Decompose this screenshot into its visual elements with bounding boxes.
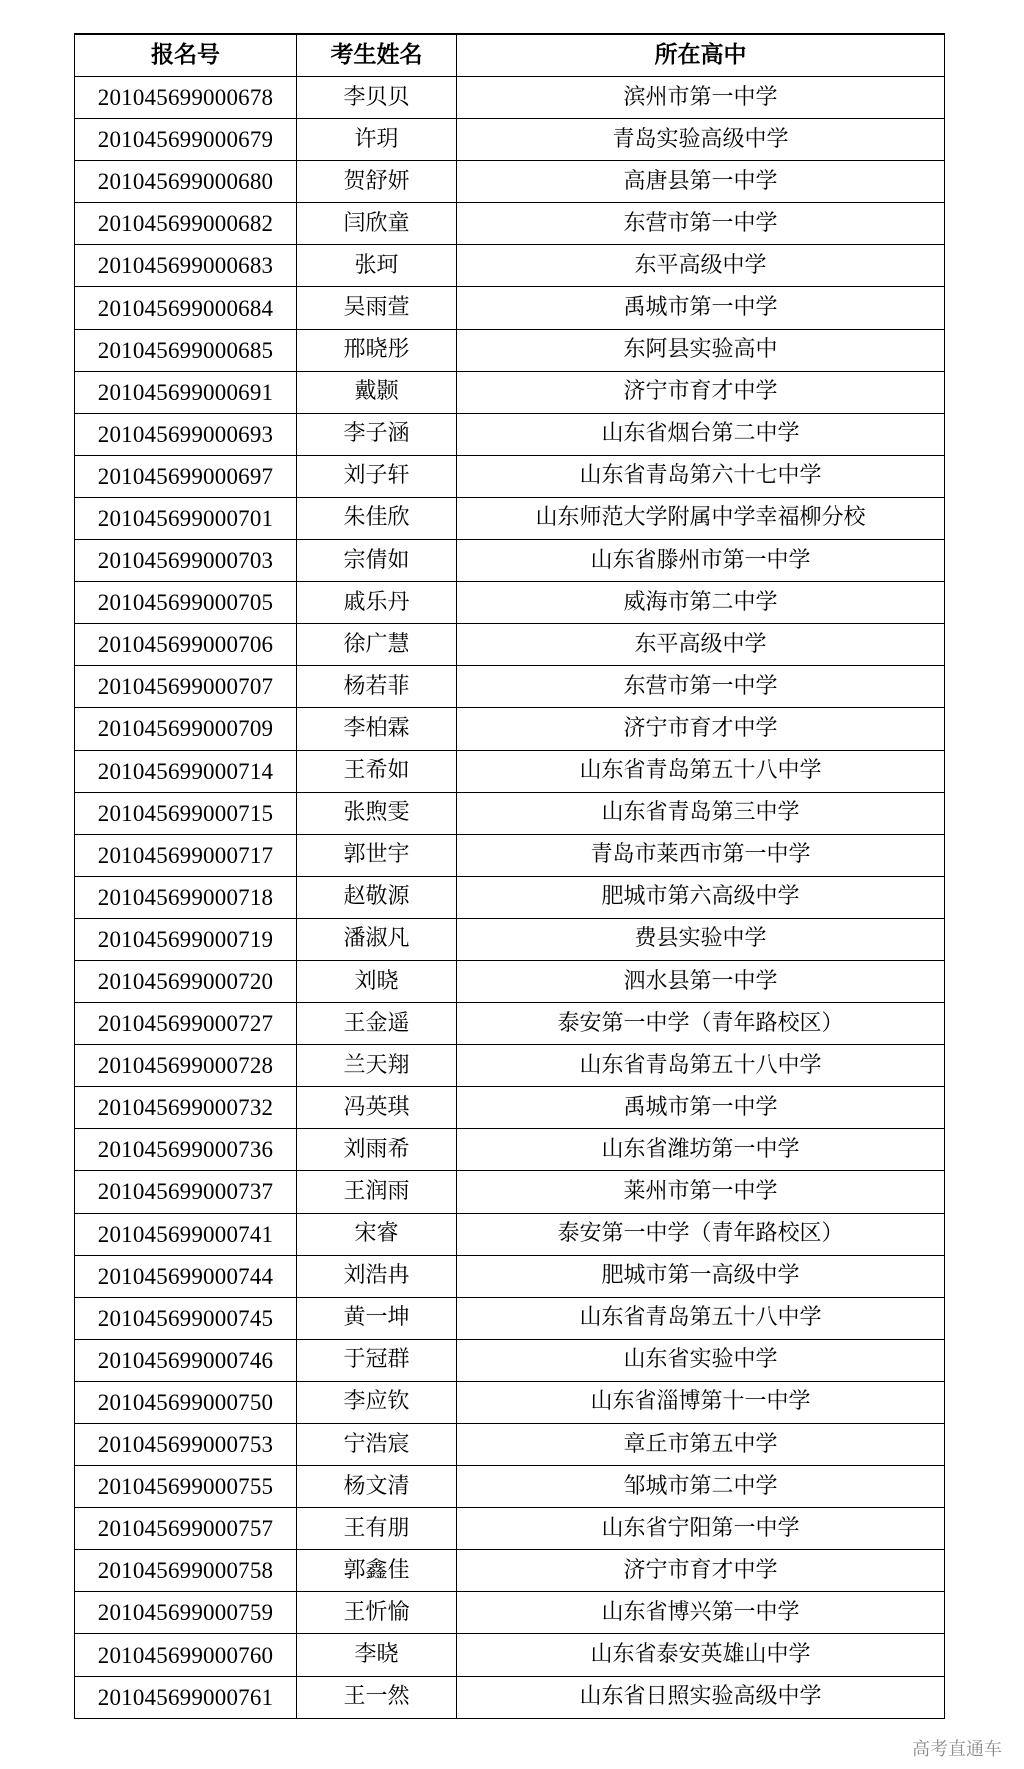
table-row [75, 1634, 945, 1676]
registration-number-cell: 201045699000685 [75, 329, 297, 371]
high-school-cell: 威海市第二中学 [457, 582, 945, 624]
candidate-name-cell: 宁浩宸 [297, 1424, 457, 1466]
registration-number-cell: 201045699000728 [75, 1045, 297, 1087]
table-row [75, 960, 945, 1002]
table-row [75, 77, 945, 119]
registration-number-cell: 201045699000718 [75, 876, 297, 918]
high-school-cell: 泰安第一中学（青年路校区） [457, 1003, 945, 1045]
high-school-cell: 莱州市第一中学 [457, 1171, 945, 1213]
registration-number-cell: 201045699000714 [75, 750, 297, 792]
high-school-cell: 青岛实验高级中学 [457, 119, 945, 161]
table-row [75, 1297, 945, 1339]
table-row [75, 750, 945, 792]
high-school-cell: 肥城市第一高级中学 [457, 1255, 945, 1297]
registration-number-cell: 201045699000683 [75, 245, 297, 287]
registration-number-cell: 201045699000679 [75, 119, 297, 161]
candidate-name-cell: 王金遥 [297, 1003, 457, 1045]
candidate-name-cell: 于冠群 [297, 1339, 457, 1381]
candidate-name-cell: 宋睿 [297, 1213, 457, 1255]
high-school-cell: 山东省青岛第五十八中学 [457, 1297, 945, 1339]
table-row [75, 1424, 945, 1466]
high-school-cell: 山东师范大学附属中学幸福柳分校 [457, 497, 945, 539]
table-row [75, 497, 945, 539]
high-school-cell: 山东省宁阳第一中学 [457, 1508, 945, 1550]
table-row [75, 1255, 945, 1297]
high-school-cell: 东平高级中学 [457, 245, 945, 287]
table-header [75, 34, 945, 77]
high-school-cell: 济宁市育才中学 [457, 708, 945, 750]
candidate-name-cell: 刘浩冉 [297, 1255, 457, 1297]
candidate-name-cell: 王希如 [297, 750, 457, 792]
candidate-name-cell: 兰天翔 [297, 1045, 457, 1087]
table-row [75, 1171, 945, 1213]
high-school-cell: 禹城市第一中学 [457, 1087, 945, 1129]
high-school-cell: 滨州市第一中学 [457, 77, 945, 119]
table-row [75, 1003, 945, 1045]
high-school-cell: 山东省烟台第二中学 [457, 413, 945, 455]
registration-number-cell: 201045699000753 [75, 1424, 297, 1466]
candidate-name-cell: 张珂 [297, 245, 457, 287]
high-school-cell: 邹城市第二中学 [457, 1466, 945, 1508]
candidate-name-cell: 李晓 [297, 1634, 457, 1676]
registration-number-cell: 201045699000703 [75, 540, 297, 582]
table-row [75, 203, 945, 245]
registration-number-cell: 201045699000697 [75, 455, 297, 497]
registration-number-cell: 201045699000720 [75, 960, 297, 1002]
table-row [75, 245, 945, 287]
table-row [75, 1339, 945, 1381]
table-row [75, 540, 945, 582]
table-row [75, 666, 945, 708]
high-school-cell: 东营市第一中学 [457, 666, 945, 708]
candidate-name-cell: 冯英琪 [297, 1087, 457, 1129]
high-school-cell: 东阿县实验高中 [457, 329, 945, 371]
table-body [75, 77, 945, 1719]
candidate-name-cell: 王有朋 [297, 1508, 457, 1550]
high-school-cell: 山东省日照实验高级中学 [457, 1676, 945, 1718]
candidate-name-cell: 朱佳欣 [297, 497, 457, 539]
registration-number-cell: 201045699000746 [75, 1339, 297, 1381]
high-school-cell: 山东省滕州市第一中学 [457, 540, 945, 582]
registration-number-cell: 201045699000719 [75, 918, 297, 960]
registration-number-cell: 201045699000744 [75, 1255, 297, 1297]
registration-number-cell: 201045699000691 [75, 371, 297, 413]
table-row [75, 119, 945, 161]
registration-number-cell: 201045699000682 [75, 203, 297, 245]
high-school-cell: 山东省青岛第六十七中学 [457, 455, 945, 497]
candidate-name-cell: 潘淑凡 [297, 918, 457, 960]
candidate-name-cell: 戚乐丹 [297, 582, 457, 624]
candidate-name-cell: 郭鑫佳 [297, 1550, 457, 1592]
registration-number-cell: 201045699000715 [75, 792, 297, 834]
table-row [75, 792, 945, 834]
table-row [75, 1466, 945, 1508]
header-registration-number: 报名号 [75, 34, 297, 77]
high-school-cell: 山东省淄博第十一中学 [457, 1381, 945, 1423]
registration-number-cell: 201045699000755 [75, 1466, 297, 1508]
watermark-text: 高考直通车 [912, 1739, 1002, 1760]
high-school-cell: 章丘市第五中学 [457, 1424, 945, 1466]
high-school-cell: 山东省实验中学 [457, 1339, 945, 1381]
registration-number-cell: 201045699000732 [75, 1087, 297, 1129]
high-school-cell: 山东省潍坊第一中学 [457, 1129, 945, 1171]
header-row [75, 34, 945, 77]
registration-number-cell: 201045699000760 [75, 1634, 297, 1676]
candidate-table-container [74, 33, 944, 1719]
table-row [75, 287, 945, 329]
high-school-cell: 山东省博兴第一中学 [457, 1592, 945, 1634]
registration-number-cell: 201045699000684 [75, 287, 297, 329]
registration-number-cell: 201045699000693 [75, 413, 297, 455]
candidate-name-cell: 闫欣童 [297, 203, 457, 245]
high-school-cell: 禹城市第一中学 [457, 287, 945, 329]
table-row [75, 918, 945, 960]
table-row [75, 161, 945, 203]
candidate-name-cell: 许玥 [297, 119, 457, 161]
registration-number-cell: 201045699000717 [75, 834, 297, 876]
table-row [75, 1129, 945, 1171]
candidate-name-cell: 戴颢 [297, 371, 457, 413]
candidate-table [74, 33, 945, 1719]
registration-number-cell: 201045699000761 [75, 1676, 297, 1718]
candidate-name-cell: 李贝贝 [297, 77, 457, 119]
candidate-name-cell: 郭世宇 [297, 834, 457, 876]
header-candidate-name: 考生姓名 [297, 34, 457, 77]
registration-number-cell: 201045699000737 [75, 1171, 297, 1213]
candidate-name-cell: 王忻愉 [297, 1592, 457, 1634]
candidate-name-cell: 刘雨希 [297, 1129, 457, 1171]
candidate-name-cell: 杨文清 [297, 1466, 457, 1508]
table-row [75, 1381, 945, 1423]
table-row [75, 834, 945, 876]
candidate-name-cell: 王润雨 [297, 1171, 457, 1213]
table-row [75, 1213, 945, 1255]
registration-number-cell: 201045699000758 [75, 1550, 297, 1592]
candidate-name-cell: 刘晓 [297, 960, 457, 1002]
high-school-cell: 费县实验中学 [457, 918, 945, 960]
registration-number-cell: 201045699000701 [75, 497, 297, 539]
registration-number-cell: 201045699000757 [75, 1508, 297, 1550]
high-school-cell: 肥城市第六高级中学 [457, 876, 945, 918]
registration-number-cell: 201045699000706 [75, 624, 297, 666]
table-row [75, 1676, 945, 1718]
table-row [75, 624, 945, 666]
registration-number-cell: 201045699000750 [75, 1381, 297, 1423]
table-row [75, 1508, 945, 1550]
high-school-cell: 济宁市育才中学 [457, 1550, 945, 1592]
table-row [75, 1592, 945, 1634]
candidate-name-cell: 王一然 [297, 1676, 457, 1718]
table-row [75, 1045, 945, 1087]
candidate-name-cell: 贺舒妍 [297, 161, 457, 203]
registration-number-cell: 201045699000727 [75, 1003, 297, 1045]
table-row [75, 582, 945, 624]
high-school-cell: 青岛市莱西市第一中学 [457, 834, 945, 876]
table-row [75, 876, 945, 918]
header-high-school: 所在高中 [457, 34, 945, 77]
registration-number-cell: 201045699000705 [75, 582, 297, 624]
candidate-name-cell: 黄一坤 [297, 1297, 457, 1339]
registration-number-cell: 201045699000736 [75, 1129, 297, 1171]
high-school-cell: 济宁市育才中学 [457, 371, 945, 413]
registration-number-cell: 201045699000707 [75, 666, 297, 708]
candidate-name-cell: 李柏霖 [297, 708, 457, 750]
candidate-name-cell: 邢晓彤 [297, 329, 457, 371]
table-row [75, 329, 945, 371]
high-school-cell: 山东省泰安英雄山中学 [457, 1634, 945, 1676]
registration-number-cell: 201045699000709 [75, 708, 297, 750]
high-school-cell: 高唐县第一中学 [457, 161, 945, 203]
high-school-cell: 泗水县第一中学 [457, 960, 945, 1002]
high-school-cell: 泰安第一中学（青年路校区） [457, 1213, 945, 1255]
registration-number-cell: 201045699000678 [75, 77, 297, 119]
candidate-name-cell: 李应钦 [297, 1381, 457, 1423]
high-school-cell: 东平高级中学 [457, 624, 945, 666]
table-row [75, 708, 945, 750]
candidate-name-cell: 吴雨萱 [297, 287, 457, 329]
candidate-name-cell: 宗倩如 [297, 540, 457, 582]
table-row [75, 455, 945, 497]
high-school-cell: 山东省青岛第五十八中学 [457, 1045, 945, 1087]
candidate-name-cell: 刘子轩 [297, 455, 457, 497]
high-school-cell: 山东省青岛第五十八中学 [457, 750, 945, 792]
candidate-name-cell: 赵敬源 [297, 876, 457, 918]
table-row [75, 1087, 945, 1129]
candidate-name-cell: 李子涵 [297, 413, 457, 455]
table-row [75, 413, 945, 455]
candidate-name-cell: 徐广慧 [297, 624, 457, 666]
registration-number-cell: 201045699000759 [75, 1592, 297, 1634]
high-school-cell: 山东省青岛第三中学 [457, 792, 945, 834]
high-school-cell: 东营市第一中学 [457, 203, 945, 245]
registration-number-cell: 201045699000745 [75, 1297, 297, 1339]
table-row [75, 371, 945, 413]
candidate-name-cell: 杨若菲 [297, 666, 457, 708]
table-row [75, 1550, 945, 1592]
registration-number-cell: 201045699000680 [75, 161, 297, 203]
candidate-name-cell: 张煦雯 [297, 792, 457, 834]
registration-number-cell: 201045699000741 [75, 1213, 297, 1255]
